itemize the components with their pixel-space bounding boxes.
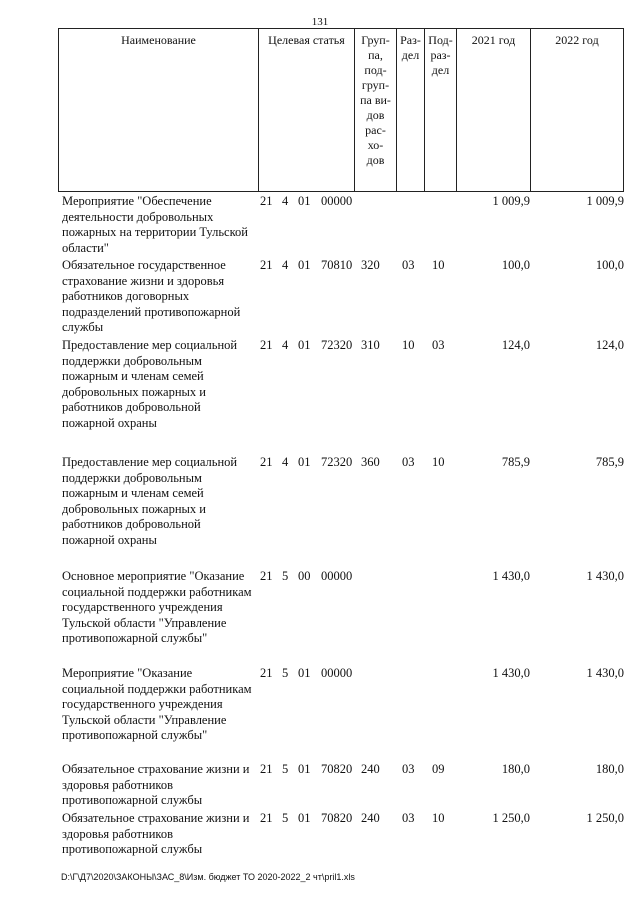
code-activity: 01 [298,194,311,208]
code-program: 21 [260,666,273,680]
amount-2022: 1 009,9 [586,194,624,208]
code-program: 21 [260,762,273,776]
header-2021: 2021 год [456,29,530,191]
code-activity: 01 [298,258,311,272]
amount-2022: 124,0 [595,338,624,352]
amount-2022: 785,9 [595,455,624,469]
code-subprogram: 5 [282,569,289,583]
amount-2021: 100,0 [501,258,530,272]
subsection-code: 10 [432,258,445,272]
code-direction: 72320 [321,338,353,352]
group-code: 310 [361,338,380,352]
amount-2021: 124,0 [501,338,530,352]
group-code: 320 [361,258,380,272]
code-activity: 00 [298,569,311,583]
code-program: 21 [260,258,273,272]
section-code: 10 [402,338,415,352]
code-direction: 72320 [321,455,353,469]
code-subprogram: 4 [282,258,289,272]
table-row [58,569,624,666]
amount-2022: 1 250,0 [586,811,624,825]
amount-2021: 785,9 [501,455,530,469]
table-header [58,28,624,192]
table-row [58,762,624,811]
amount-2022: 180,0 [595,762,624,776]
header-group: Груп- па, под- груп- па ви- дов рас- хо- дов [354,29,396,191]
code-activity: 01 [298,811,311,825]
subsection-code: 10 [432,811,445,825]
row-name: Основное мероприятие "Оказание социальной поддержки работникам государственного учреждения Тульской области "Управление противопожарной службы" [62,569,252,646]
page-number: 131 [311,16,329,28]
code-direction: 00000 [321,569,353,583]
code-program: 21 [260,194,273,208]
code-subprogram: 4 [282,338,289,352]
table-row [58,338,624,455]
subsection-code: 03 [432,338,445,352]
table-row [58,811,624,860]
code-subprogram: 5 [282,666,289,680]
code-direction: 00000 [321,666,353,680]
amount-2022: 100,0 [595,258,624,272]
code-subprogram: 5 [282,762,289,776]
code-subprogram: 5 [282,811,289,825]
code-activity: 01 [298,455,311,469]
amount-2021: 1 009,9 [492,194,530,208]
amount-2022: 1 430,0 [586,666,624,680]
amount-2021: 180,0 [501,762,530,776]
header-subsection: Под- раз- дел [424,29,456,191]
code-subprogram: 4 [282,194,289,208]
table-row [58,455,624,569]
code-direction: 00000 [321,194,353,208]
code-subprogram: 4 [282,455,289,469]
code-program: 21 [260,569,273,583]
code-activity: 01 [298,666,311,680]
amount-2022: 1 430,0 [586,569,624,583]
row-name: Предоставление мер социальной поддержки добровольным пожарным и членам семей добровольных пожарных и работников добровольной пожарной охраны [62,338,238,430]
header-target: Целевая статья [258,29,354,191]
subsection-code: 10 [432,455,445,469]
code-activity: 01 [298,338,311,352]
table-row [58,666,624,762]
section-code: 03 [402,258,415,272]
row-name: Обязательное государственное страхование жизни и здоровья работников договорных подразделений противопожарной службы [62,258,241,335]
code-program: 21 [260,338,273,352]
row-name: Предоставление мер социальной поддержки добровольным пожарным и членам семей добровольных пожарных и работников добровольной пожарной охраны [62,455,238,547]
table-body [58,194,624,860]
row-name: Мероприятие "Обеспечение деятельности добровольных пожарных на территории Тульской области" [62,194,248,255]
header-name: Наименование [58,29,258,191]
file-path-footer: D:\Г\Д7\2020\ЗАКОНЫ\ЗАС_8\Изм. бюджет ТО 2020-2022_2 чт\pril1.xls [61,872,355,882]
code-direction: 70820 [321,762,353,776]
group-code: 240 [361,811,380,825]
header-2022: 2022 год [530,29,624,191]
amount-2021: 1 430,0 [492,569,530,583]
section-code: 03 [402,762,415,776]
subsection-code: 09 [432,762,445,776]
row-name: Мероприятие "Оказание социальной поддержки работникам государственного учреждения Тульской области "Управление противопожарной службы" [62,666,252,743]
code-program: 21 [260,455,273,469]
code-direction: 70820 [321,811,353,825]
code-program: 21 [260,811,273,825]
section-code: 03 [402,455,415,469]
row-name: Обязательное страхование жизни и здоровья работников противопожарной службы [62,811,250,857]
row-name: Обязательное страхование жизни и здоровья работников противопожарной службы [62,762,250,808]
table-row [58,258,624,338]
group-code: 240 [361,762,380,776]
amount-2021: 1 250,0 [492,811,530,825]
section-code: 03 [402,811,415,825]
header-section: Раз- дел [396,29,424,191]
amount-2021: 1 430,0 [492,666,530,680]
group-code: 360 [361,455,380,469]
table-row [58,194,624,258]
code-activity: 01 [298,762,311,776]
code-direction: 70810 [321,258,353,272]
